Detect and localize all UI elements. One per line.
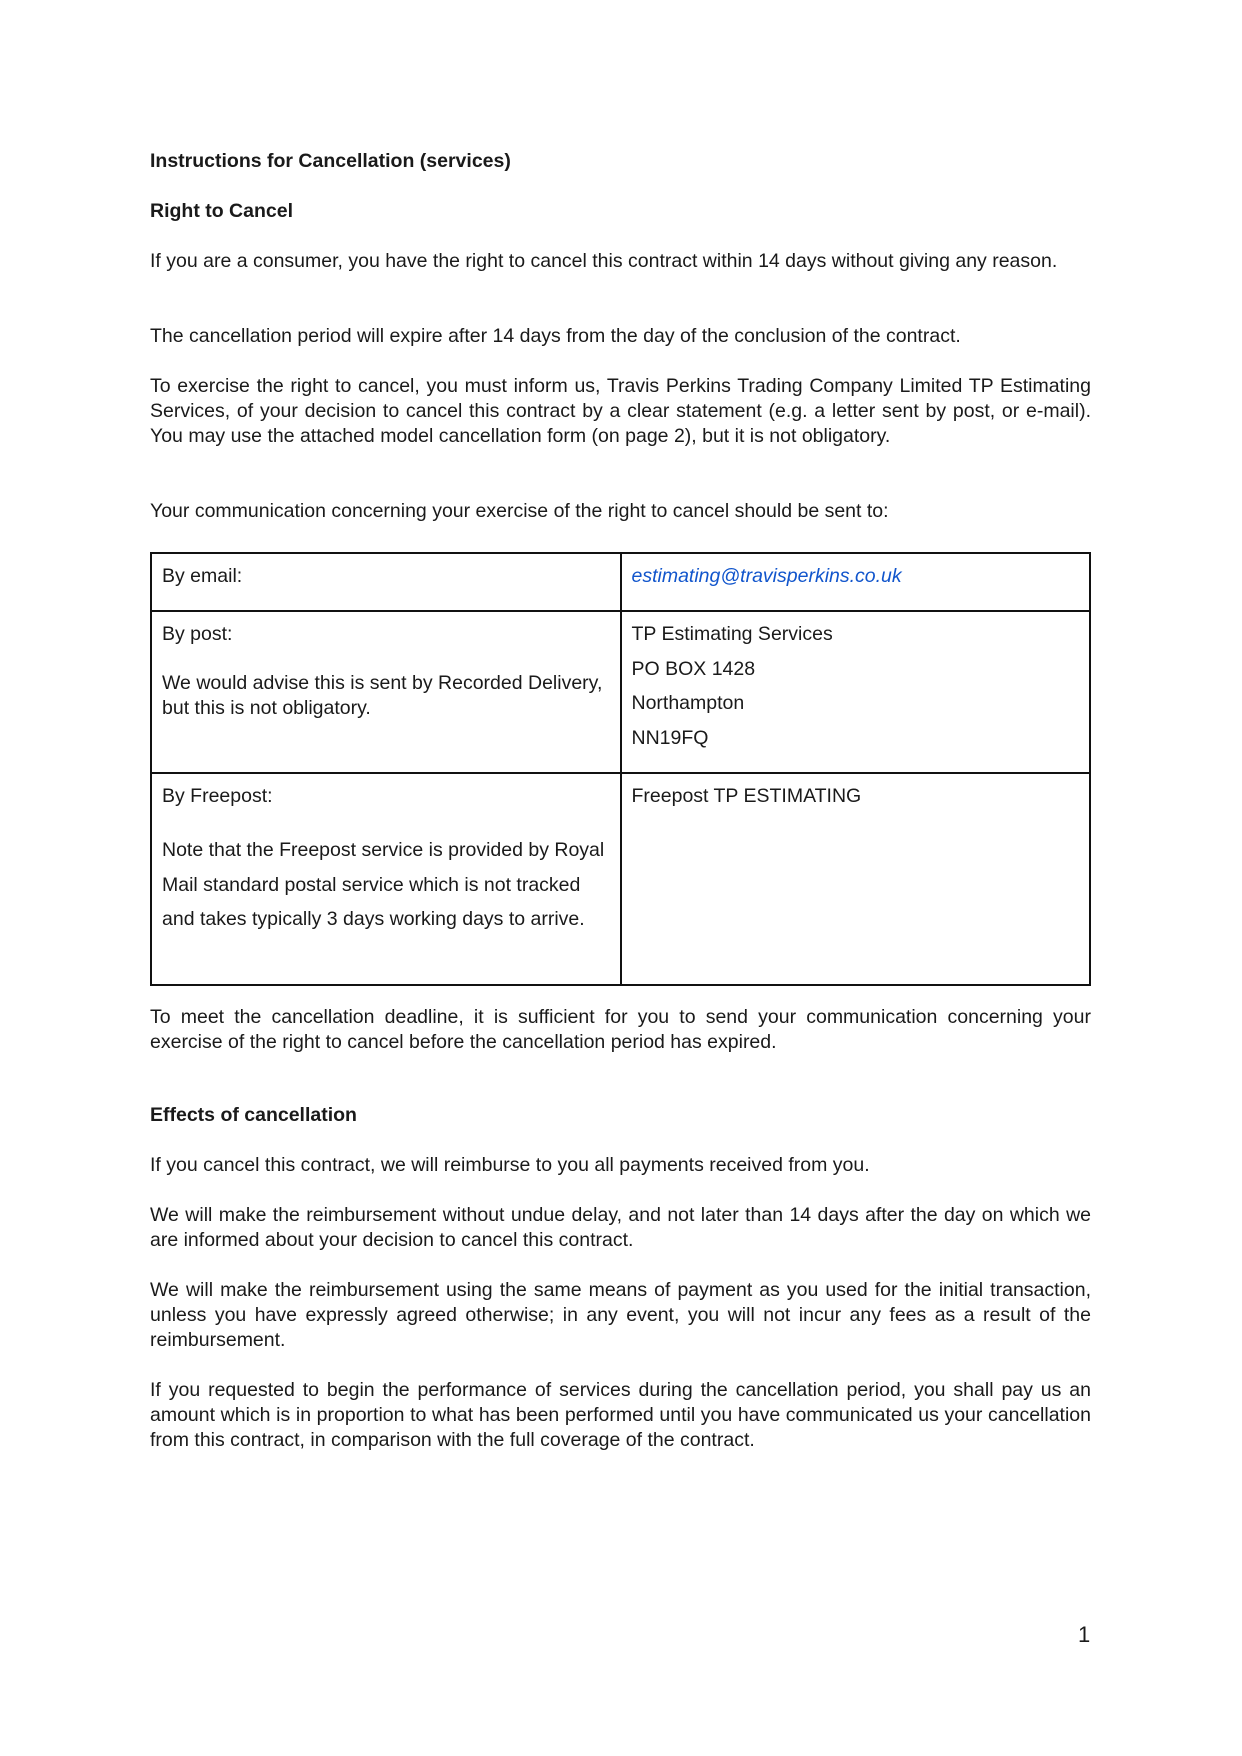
email-link[interactable]: estimating@travisperkins.co.uk — [631, 565, 902, 587]
paragraph: If you requested to begin the performance of services during the cancellation period, you shall pay us an amount which is in proportion to what has been performed until you have communicated us your cancellation from this contract, in comparison with the full coverage of the contract. — [150, 1379, 1091, 1451]
address-line: TP Estimating Services — [631, 623, 833, 645]
table-cell-value — [621, 773, 1091, 985]
section-heading-right-to-cancel: Right to Cancel — [150, 200, 294, 222]
paragraph: If you are a consumer, you have the right to cancel this contract within 14 days without giving any reason. — [150, 250, 1058, 272]
method-label: By Freepost: — [162, 785, 273, 807]
table-cell-value — [621, 553, 1091, 611]
paragraph: The cancellation period will expire after 14 days from the day of the conclusion of the contract. — [150, 325, 961, 347]
table-row-freepost — [151, 773, 1090, 985]
table-cell-label — [151, 773, 621, 985]
method-note: Note that the Freepost service is provided by Royal Mail standard postal service which is not tracked and takes typically 3 days working days to arrive. — [162, 839, 605, 930]
page-number: 1 — [1078, 1622, 1091, 1647]
paragraph: We will make the reimbursement without undue delay, and not later than 14 days after the day on which we are informed about your decision to cancel this contract. — [150, 1204, 1091, 1251]
contact-methods-table — [150, 552, 1091, 986]
table-cell-value — [621, 611, 1091, 773]
document-title: Instructions for Cancellation (services) — [150, 150, 511, 172]
paragraph: To meet the cancellation deadline, it is sufficient for you to send your communication concerning your exercise of the right to cancel before the cancellation period has expired. — [150, 1006, 1091, 1053]
method-note: We would advise this is sent by Recorded Delivery, but this is not obligatory. — [162, 672, 603, 719]
paragraph: Your communication concerning your exercise of the right to cancel should be sent to: — [150, 500, 889, 522]
section-heading-effects: Effects of cancellation — [150, 1104, 357, 1126]
paragraph: To exercise the right to cancel, you must inform us, Travis Perkins Trading Company Limited TP Estimating Services, of your decision to cancel this contract by a clear statement (e.g. a letter sent by post, or e-mail). You may use the attached model cancellation form (on page 2), but it is not obligatory. — [150, 375, 1091, 447]
paragraph: If you cancel this contract, we will reimburse to you all payments received from you. — [150, 1154, 870, 1176]
table-row-email — [151, 553, 1090, 611]
address-line: PO BOX 1428 — [631, 657, 756, 680]
paragraph: We will make the reimbursement using the same means of payment as you used for the initial transaction, unless you have expressly agreed otherwise; in any event, you will not incur any fees as a result of the reimbursement. — [150, 1279, 1091, 1351]
freepost-address: Freepost TP ESTIMATING — [631, 785, 862, 807]
table-row-post — [151, 611, 1090, 773]
method-label: By email: — [162, 565, 243, 587]
postal-address — [632, 617, 1080, 755]
address-line: Northampton — [631, 692, 745, 714]
address-line: NN19FQ — [631, 726, 709, 749]
method-label: By post: — [162, 623, 233, 645]
table-cell-label — [151, 611, 621, 773]
table-cell-label — [151, 553, 621, 611]
